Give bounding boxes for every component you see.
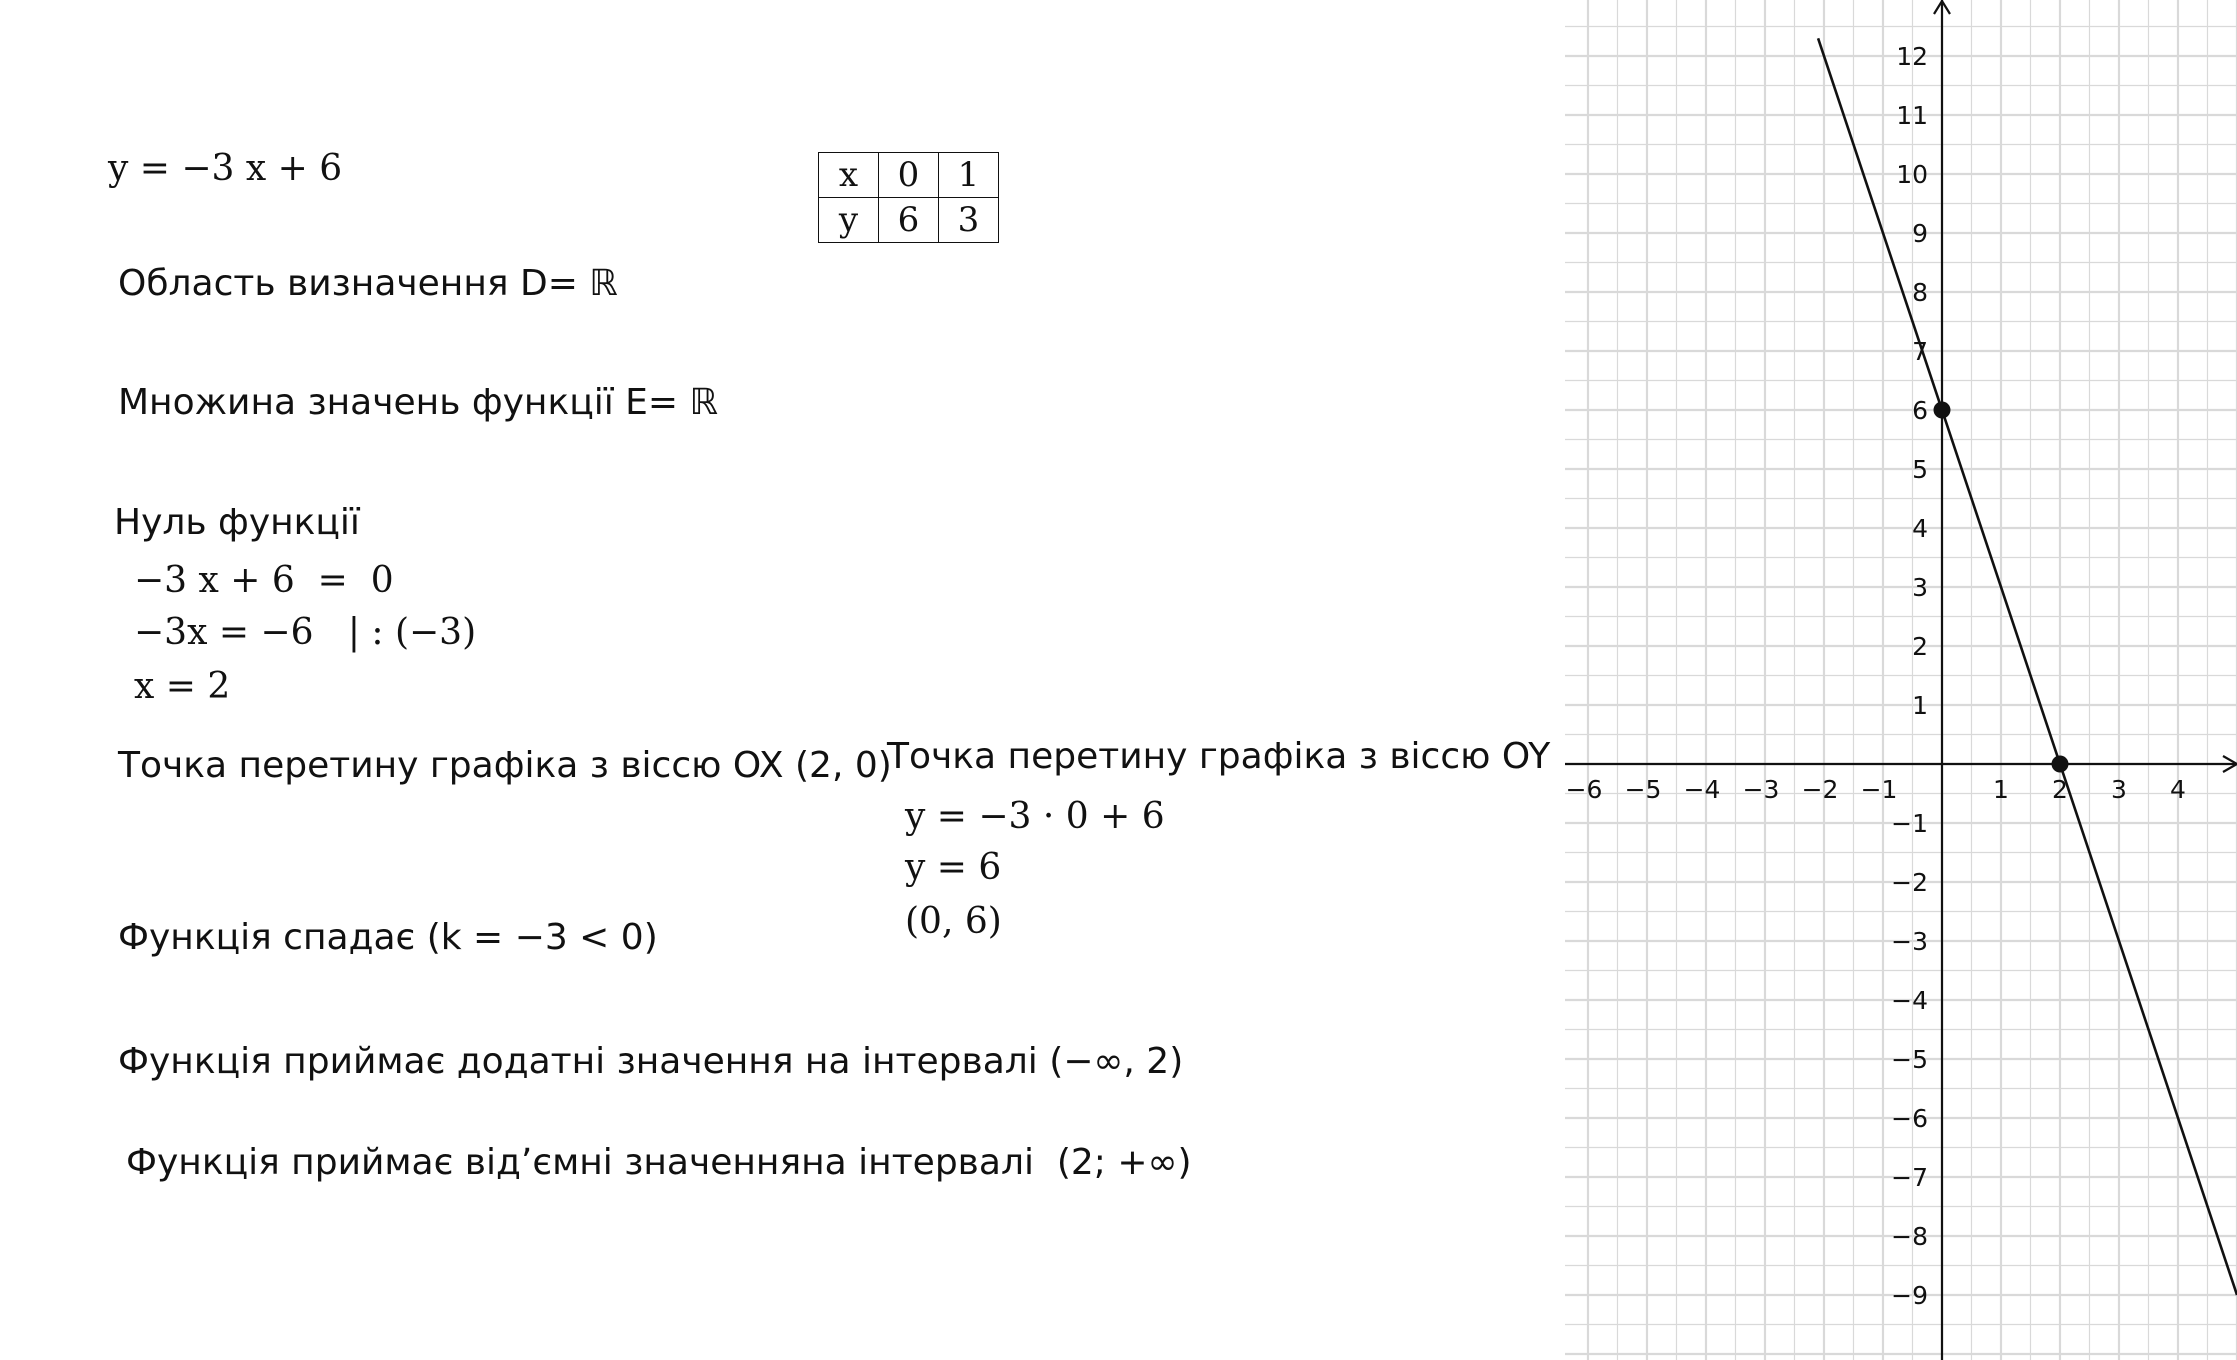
- y-tick-label: −9: [1891, 1281, 1928, 1310]
- x-tick-label: 2: [2052, 775, 2068, 804]
- y-tick-label: 5: [1912, 455, 1928, 484]
- y-tick-label: 8: [1912, 278, 1928, 307]
- zero-step-1: −3 x + 6 = 0: [134, 560, 394, 601]
- negative-interval-text: Функція приймає від’ємні значенняна інтервалі (2; +∞): [126, 1142, 1192, 1183]
- ox-intersection-text: Точка перетину графіка з віссю OX (2, 0): [118, 745, 892, 786]
- x-tick-label: 1: [1993, 775, 2009, 804]
- y-tick-label: 6: [1912, 396, 1928, 425]
- zero-step-3: x = 2: [134, 666, 231, 707]
- table-row-y: [819, 198, 999, 243]
- y-tick-label: −7: [1891, 1163, 1928, 1192]
- range-text: Множина значень функції E= ℝ: [118, 382, 719, 423]
- domain-text: Область визначення D= ℝ: [118, 263, 618, 304]
- graph-point: [1934, 402, 1951, 419]
- function-graph: [1565, 0, 2237, 1360]
- y-tick-label: −4: [1891, 986, 1928, 1015]
- x-tick-label: −2: [1801, 775, 1839, 804]
- x-tick-label: 4: [2170, 775, 2186, 804]
- y-tick-label: 3: [1912, 573, 1928, 602]
- x-tick-label: −4: [1683, 775, 1721, 804]
- y-tick-label: −6: [1891, 1104, 1928, 1133]
- y-tick-label: 9: [1912, 219, 1928, 248]
- y-tick-label: 11: [1896, 101, 1928, 130]
- y-tick-label: −8: [1891, 1222, 1928, 1251]
- table-cell: 3: [939, 198, 999, 243]
- value-table: [818, 152, 999, 243]
- y-tick-label: 12: [1896, 42, 1928, 71]
- positive-interval-text: Функція приймає додатні значення на інтервалі (−∞, 2): [118, 1041, 1184, 1082]
- zero-step-2: −3x = −6 | : (−3): [134, 612, 477, 653]
- oy-step-1: y = −3 · 0 + 6: [905, 796, 1165, 837]
- graph-point: [2052, 756, 2069, 773]
- y-tick-label: 10: [1896, 160, 1928, 189]
- oy-intersection-heading: Точка перетину графіка з віссю OY: [887, 736, 1551, 777]
- x-tick-label: 3: [2111, 775, 2127, 804]
- y-tick-label: −2: [1891, 868, 1928, 897]
- y-tick-label: 1: [1912, 691, 1928, 720]
- equation: y = −3 x + 6: [108, 148, 343, 189]
- table-cell: 0: [879, 153, 939, 198]
- oy-step-3: (0, 6): [905, 901, 1002, 942]
- y-tick-label: 4: [1912, 514, 1928, 543]
- x-tick-label: −1: [1860, 775, 1898, 804]
- y-tick-label: −1: [1891, 809, 1928, 838]
- oy-step-2: y = 6: [905, 847, 1002, 888]
- x-tick-label: −3: [1742, 775, 1780, 804]
- decreasing-text: Функція спадає (k = −3 < 0): [118, 917, 658, 958]
- zero-heading: Нуль функції: [114, 502, 360, 543]
- y-tick-label: −5: [1891, 1045, 1928, 1074]
- y-tick-label: −3: [1891, 927, 1928, 956]
- y-tick-label: 2: [1912, 632, 1928, 661]
- x-tick-label: −5: [1624, 775, 1662, 804]
- x-tick-label: −6: [1565, 775, 1603, 804]
- table-cell: y: [819, 198, 879, 243]
- y-tick-label: 7: [1912, 337, 1928, 366]
- table-cell: x: [819, 153, 879, 198]
- table-cell: 6: [879, 198, 939, 243]
- table-row-x: [819, 153, 999, 198]
- table-cell: 1: [939, 153, 999, 198]
- function-line: [1818, 38, 2237, 1295]
